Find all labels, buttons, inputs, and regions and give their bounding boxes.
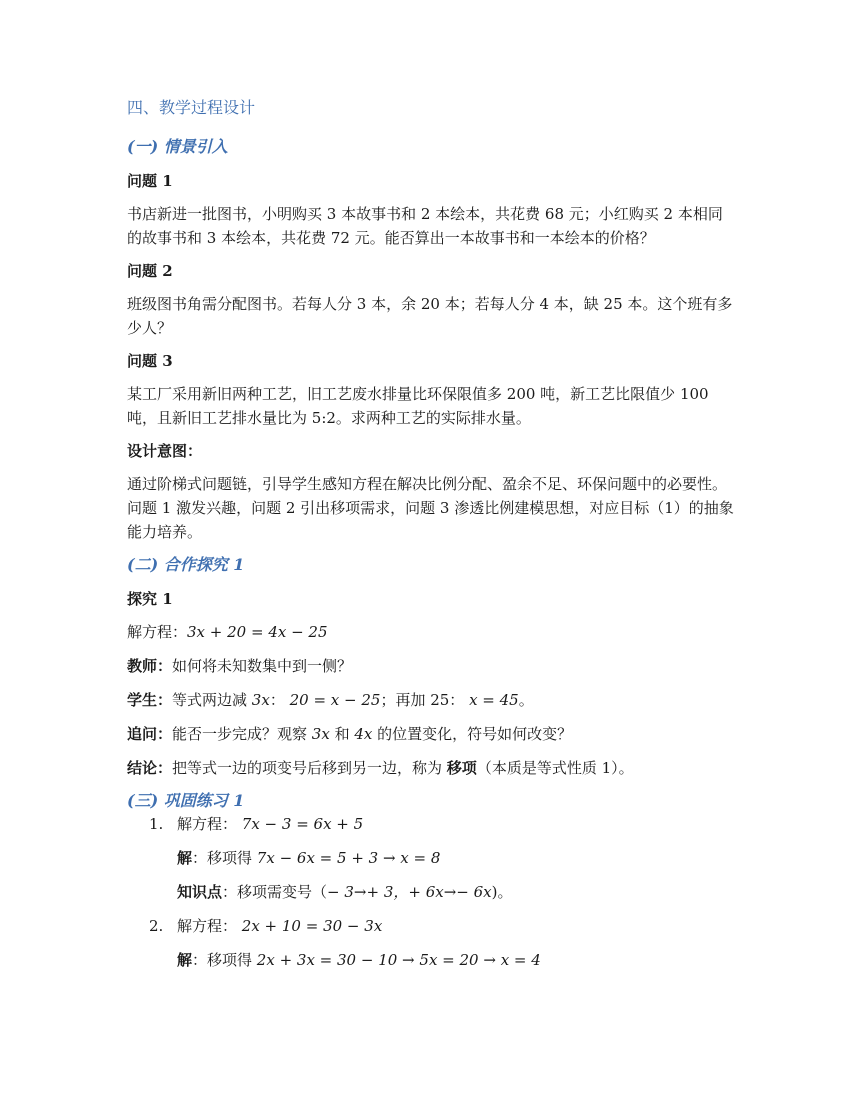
conclusion-label: 结论： <box>127 759 173 777</box>
knowledge-label: 知识点 <box>177 883 223 901</box>
question-1-text: 书店新进一批图书，小明购买 3 本故事书和 2 本绘本，共花费 68 元；小红购买 2 本相同的故事书和 3 本绘本，共花费 72 元。能否算出一本故事书和一本绘本的价格？ <box>127 205 723 247</box>
follow-up-label: 追问： <box>127 725 173 743</box>
list-item <box>127 914 737 972</box>
knowledge-text: )。 <box>491 883 513 901</box>
document-page <box>127 98 737 972</box>
follow-up-text: 的位置变化，符号如何改变？ <box>372 725 573 743</box>
student-text: ；再加 25： <box>380 691 470 709</box>
follow-up-line <box>127 722 737 746</box>
intro-heading: (一) 情景引入 <box>127 137 228 156</box>
conclusion-text: 把等式一边的项变号后移到另一边，称为 <box>172 759 447 777</box>
practice-list <box>127 812 737 972</box>
follow-up-text: 和 <box>329 725 355 743</box>
follow-up-math: 3x <box>311 725 330 743</box>
teacher-label: 教师： <box>127 657 173 675</box>
item-number: 2. <box>149 917 164 935</box>
conclusion-line <box>127 756 737 780</box>
teacher-text: 如何将未知数集中到一侧？ <box>172 657 353 675</box>
conclusion-text: （本质是等式性质 1）。 <box>476 759 634 777</box>
follow-up-math: 4x <box>354 725 373 743</box>
teacher-line <box>127 654 737 678</box>
solution-text: ：移项得 <box>192 849 257 867</box>
exercise-label: 解方程： <box>177 815 242 833</box>
exercise-solution <box>127 846 737 870</box>
exercise-equation: 2x + 10 = 30 − 3x <box>241 917 383 935</box>
solve-label: 解方程： <box>127 623 188 641</box>
solution-text: ：移项得 <box>192 951 257 969</box>
section-title: 四、教学过程设计 <box>127 98 256 117</box>
item-number: 1. <box>149 815 164 833</box>
exercise-solution <box>127 948 737 972</box>
student-math: 20 = x − 25 <box>289 691 381 709</box>
design-intent-text: 通过阶梯式问题链，引导学生感知方程在解决比例分配、盈余不足、环保问题中的必要性。问题 1 激发兴趣，问题 2 引出移项需求，问题 3 渗透比例建模思想，对应目标（1）的抽象能力培养。 <box>127 475 734 541</box>
student-line <box>127 688 737 712</box>
exercise-equation: 7x − 3 = 6x + 5 <box>241 815 364 833</box>
student-label: 学生： <box>127 691 173 709</box>
exercise-question <box>127 812 737 836</box>
explore-heading: (二) 合作探究 1 <box>127 555 245 574</box>
question-1-title: 问题 1 <box>127 172 173 190</box>
exercise-knowledge-point <box>127 880 737 904</box>
solution-equation: 2x + 3x = 30 − 10 → 5x = 20 → x = 4 <box>256 951 541 969</box>
knowledge-math: − 3→+ 3，+ 6x→− 6x <box>327 883 492 901</box>
exercise-label: 解方程： <box>177 917 242 935</box>
explore-equation <box>127 620 737 644</box>
student-text: 等式两边减 <box>172 691 252 709</box>
practice-heading: (三) 巩固练习 1 <box>127 791 245 810</box>
exercise-question <box>127 914 737 938</box>
list-item <box>127 812 737 904</box>
solution-label: 解 <box>177 849 193 867</box>
solution-label: 解 <box>177 951 193 969</box>
explore-title: 探究 1 <box>127 590 173 608</box>
student-text: ： <box>269 691 290 709</box>
solve-equation: 3x + 20 = 4x − 25 <box>187 623 328 641</box>
student-math: 3x <box>251 691 270 709</box>
student-math: x = 45 <box>469 691 519 709</box>
design-intent-title: 设计意图： <box>127 442 203 460</box>
knowledge-text: ：移项需变号（ <box>222 883 328 901</box>
question-2-title: 问题 2 <box>127 262 173 280</box>
follow-up-text: 能否一步完成？观察 <box>172 725 312 743</box>
question-3-text: 某工厂采用新旧两种工艺，旧工艺废水排量比环保限值多 200 吨，新工艺比限值少 100 吨，且新旧工艺排水量比为 5:2。求两种工艺的实际排水量。 <box>127 385 709 427</box>
question-3-title: 问题 3 <box>127 352 173 370</box>
solution-equation: 7x − 6x = 5 + 3 → x = 8 <box>256 849 441 867</box>
conclusion-term: 移项 <box>446 759 477 777</box>
question-2-text: 班级图书角需分配图书。若每人分 3 本，余 20 本；若每人分 4 本，缺 25 本。这个班有多少人？ <box>127 295 733 337</box>
student-text: 。 <box>518 691 534 709</box>
